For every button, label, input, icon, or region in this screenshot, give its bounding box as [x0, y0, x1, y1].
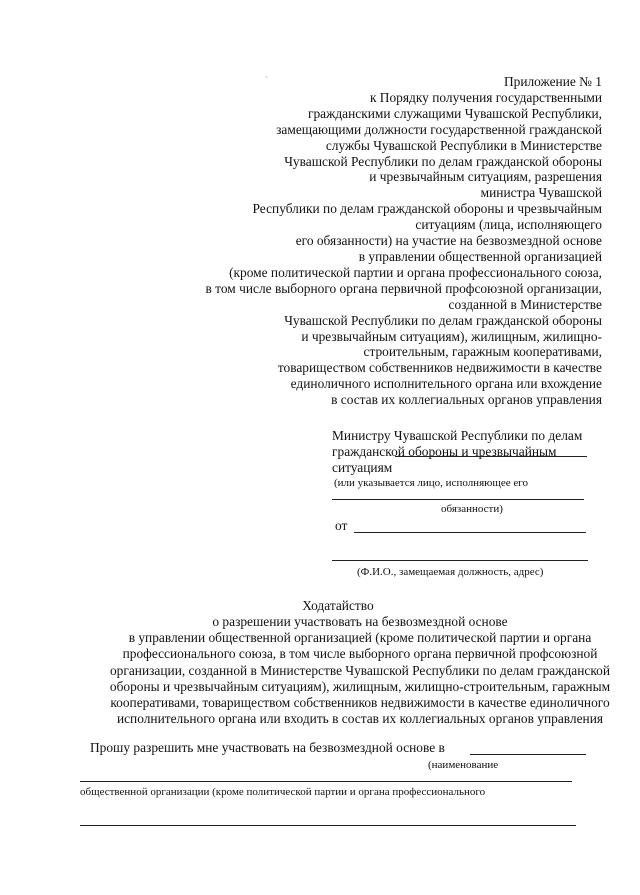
caption-organization: общественной организации (кроме политической партии и органа профессионального: [80, 786, 486, 798]
appendix-line: созданной в Министерстве: [448, 296, 602, 312]
subtitle-line: профессионального союза, в том числе выборного органа первичной профсоюзной: [122, 646, 598, 662]
fio-fill-line[interactable]: [332, 560, 588, 561]
addressee-line: Министру Чувашской Республики по делам: [332, 428, 583, 443]
caption-duties: обязанности): [441, 503, 503, 515]
subtitle-line: в управлении общественной организацией (кроме политической партии и органа: [128, 630, 592, 646]
appendix-line: службы Чувашской Республики в Министерстве: [325, 137, 602, 153]
appendix-line: строительным, гаражным кооперативами,: [363, 344, 602, 360]
subtitle-line: организации, созданной в Министерстве Чувашской Республики по делам гражданской: [109, 662, 611, 678]
appendix-line: ситуациям (лица, исполняющего: [415, 217, 602, 233]
appendix-line: Чувашской Республики по делам гражданской обороны: [284, 153, 602, 169]
addressee-line: гражданской обороны и чрезвычайным: [332, 444, 557, 459]
subtitle-line: кооперативами, товариществом собственников недвижимости в качестве единоличного: [110, 695, 610, 711]
appendix-line: к Порядку получения государственными: [369, 89, 602, 105]
caption-fio: (Ф.И.О., замещаемая должность, адрес): [357, 566, 544, 578]
appendix-line: в том числе выборного органа первичной профсоюзной организации,: [205, 280, 602, 296]
appendix-line: (кроме политической партии и органа профессионального союза,: [229, 264, 602, 280]
appendix-line: Республики по делам гражданской обороны и чрезвычайным: [252, 201, 602, 217]
from-label: от: [335, 518, 348, 533]
continuation-fill-line[interactable]: [80, 825, 576, 826]
appendix-line: Чувашской Республики по делам гражданской обороны: [284, 312, 602, 328]
subtitle-line: о разрешении участвовать на безвозмездной основе: [212, 614, 508, 629]
appendix-header: [150, 74, 602, 408]
appendix-line: и чрезвычайным ситуациям, разрешения: [369, 169, 602, 185]
subtitle-line: обороны и чрезвычайным ситуациям), жилищным, жилищно-строительным, гаражным: [109, 678, 611, 694]
organization-fill-line[interactable]: [470, 754, 586, 755]
addressee-block: [332, 428, 602, 476]
caption-acting-person: (или указывается лицо, исполняющее его: [334, 477, 528, 489]
appendix-line: Приложение № 1: [503, 74, 602, 89]
subtitle-line: исполнительного органа или входить в состав их коллегиальных органов управления: [116, 711, 604, 727]
addressee-line: ситуациям: [332, 460, 393, 475]
acting-person-fill-line[interactable]: [332, 499, 584, 500]
appendix-line: гражданскими служащими Чувашской Республики,: [307, 105, 602, 121]
from-fill-line[interactable]: [354, 532, 586, 533]
petition-subtitle: [60, 614, 640, 727]
addressee-fill-line[interactable]: [395, 456, 587, 457]
appendix-line: и чрезвычайным ситуациям), жилищным, жилищно-: [301, 328, 602, 344]
scan-mark: ˋ: [265, 76, 269, 87]
appendix-line: министра Чувашской: [480, 185, 602, 201]
organization-name-fill-line[interactable]: [80, 781, 572, 782]
appendix-line: единоличного исполнительного органа или вхождение: [290, 376, 602, 392]
appendix-line: замещающими должности государственной гражданской: [276, 121, 602, 137]
appendix-line: его обязанности) на участие на безвозмездной основе: [295, 233, 602, 249]
appendix-line: в состав их коллегиальных органов управления: [331, 392, 602, 408]
caption-name: (наименование: [428, 759, 499, 771]
appendix-line: товариществом собственников недвижимости в качестве: [277, 360, 602, 376]
appendix-line: в управлении общественной организацией: [358, 248, 602, 264]
request-text: Прошу разрешить мне участвовать на безвозмездной основе в: [90, 740, 445, 755]
petition-title: Ходатайство: [302, 598, 374, 613]
